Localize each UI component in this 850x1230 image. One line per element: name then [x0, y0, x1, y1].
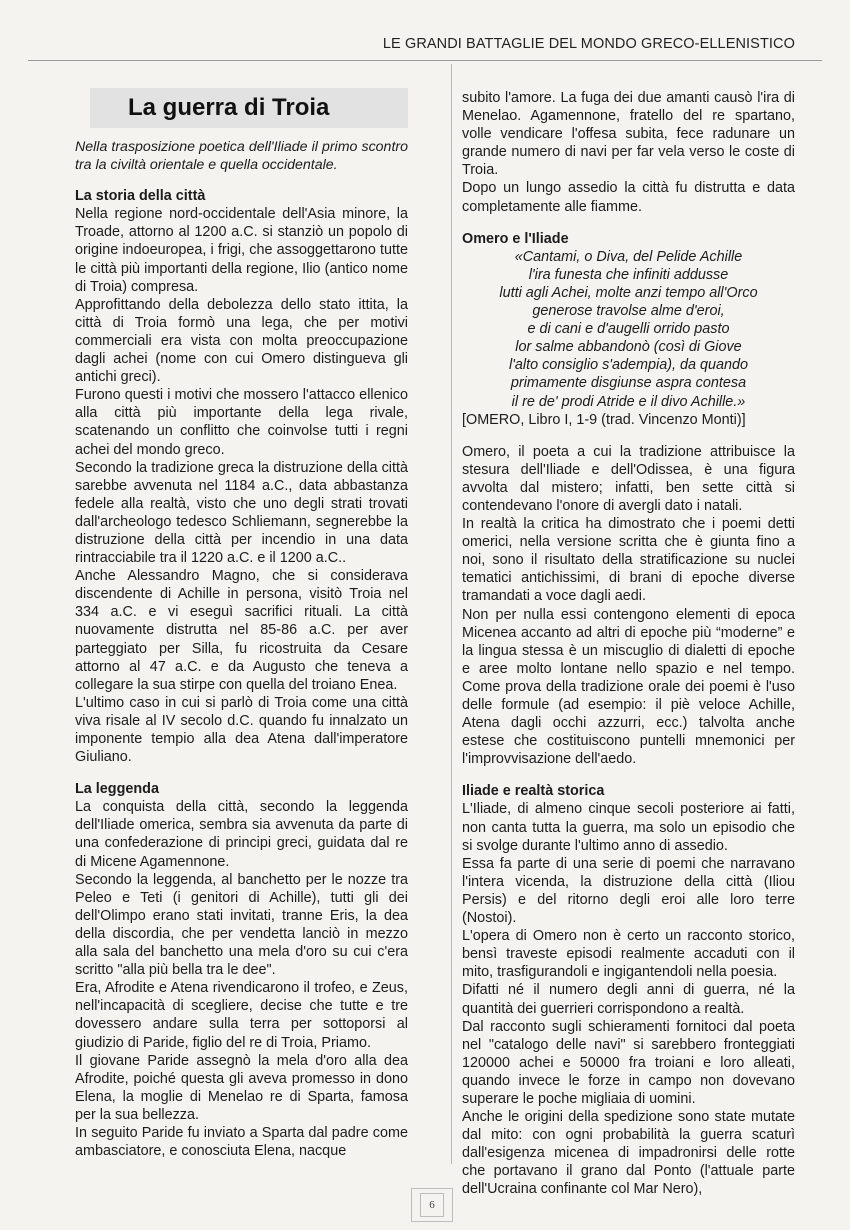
- running-title: LE GRANDI BATTAGLIE DEL MONDO GRECO-ELLENISTICO: [382, 36, 795, 52]
- spacer: [462, 429, 795, 443]
- paragraph: In realtà la critica ha dimostrato che i poemi detti omerici, nella versione scritta che è giunta fino a noi, sono il risultato della stratificazione su nuclei tematici antichissimi, di brani di epoche diverse tramandati a voce dagli aedi.: [462, 516, 795, 605]
- article-subtitle: Nella trasposizione poetica dell'Iliade il primo scontro tra la civiltà orientale e quella occidentale.: [75, 139, 408, 174]
- section-heading-leggenda: La leggenda: [75, 781, 159, 798]
- poem-line: lor salme abbandonò (così di Giove: [515, 339, 742, 356]
- paragraph: Essa fa parte di una serie di poemi che narravano l'intera vicenda, la distruzione della città (Iliou Persis) e del ritorno degli eroi alle loro terre (Nostoi).: [462, 855, 795, 927]
- paragraph: L'Iliade, di almeno cinque secoli posteriore ai fatti, non canta tutta la guerra, ma solo un episodio che si svolge durante l'ultimo anno di assedio.: [462, 801, 795, 854]
- paragraph: Il giovane Paride assegnò la mela d'oro alla dea Afrodite, poiché questa gli aveva promesso in dono Elena, la moglie di Menelao re di Sparta, famosa per la sua bellezza.: [75, 1052, 408, 1123]
- poem-line: «Cantami, o Diva, del Pelide Achille: [514, 248, 743, 265]
- paragraph: Secondo la tradizione greca la distruzione della città sarebbe avvenuta nel 1184 a.C., data abbastanza fedele alla realtà, visto che uno degli strati trovati dall'archeologo tedesco Schliemann, segnerebbe la distruzione della città per incendio in una data rintracciabile tra il 1220 a.C. e il 1200 a.C..: [75, 459, 408, 567]
- paragraph: Dal racconto sugli schieramenti fornitoci dal poeta nel "catalogo delle navi" si sarebbero fronteggiati 120000 achei e 50000 fra troiani e loro alleati, quando invece le forze in campo non dovevano superare le poche migliaia di uomini.: [462, 1018, 795, 1107]
- column-divider: [451, 64, 452, 1164]
- page-number: 6: [420, 1193, 444, 1217]
- paragraph: Anche Alessandro Magno, che si considerava discendente di Achille in persona, visitò Troia nel 334 a.C. e vi eseguì sacrifici rituali. La città nuovamente distrutta nel 85-86 a.C. per aver parteggiato per Silla, fu ricostruita da Cesare attorno al 47 a.C. e da Augusto che teneva a collegare la sua stirpe con quella del troiano Enea.: [75, 568, 408, 693]
- paragraph: subito l'amore. La fuga dei due amanti causò l'ira di Menelao. Agamennone, fratello del re spartano, volle vendicare l'offesa subita, fece radunare un grande numero di navi per far vela verso le coste di Troia.: [462, 90, 795, 179]
- header-rule: [28, 60, 822, 61]
- poem-line: il re de' prodi Atride e il divo Achille.»: [511, 393, 746, 410]
- section-heading-omero: Omero e l'Iliade: [462, 230, 569, 247]
- poem-line: l'alto consiglio s'adempia), da quando: [508, 357, 749, 374]
- paragraph: Furono questi i motivi che mossero l'attacco ellenico alla città più importante della lega rivale, scatenando un conflitto che coinvolse tutti i regni achei del mondo greco.: [75, 387, 408, 458]
- paragraph: Nella regione nord-occidentale dell'Asia minore, la Troade, attorno al 1200 a.C. si stanziò un popolo di origine indoeuropea, i frigi, che assoggettarono tutte le città più importanti della regione, Ilio (antico nome di Troia) compresa.: [75, 206, 408, 295]
- paragraph: In seguito Paride fu inviato a Sparta dal padre come ambasciatore, e conosciuta Elena, nacque: [75, 1124, 408, 1160]
- paragraph: Approfittando della debolezza dello stato ittita, la città di Troia formò una lega, che per motivi commerciali era vista con molta preoccupazione dagli achei (nome con cui Omero distingueva gli antichi greci).: [75, 296, 408, 386]
- page-number-frame: [411, 1188, 453, 1222]
- article-title: La guerra di Troia: [128, 93, 330, 121]
- paragraph: Anche le origini della spedizione sono state mutate dal mito: con ogni probabilità la guerra scaturì dall'esigenza micenea di impadronirsi delle rotte che portavano il grano dal Ponto (l'attuale parte dell'Ucraina confinante col Mar Nero),: [462, 1109, 795, 1198]
- poem-citation: [OMERO, Libro I, 1-9 (trad. Vincenzo Monti)]: [462, 411, 746, 428]
- right-column: [462, 89, 795, 1199]
- title-banner: [90, 88, 408, 128]
- poem-line: primamente disgiunse aspra contesa: [510, 375, 747, 392]
- paragraph: La conquista della città, secondo la leggenda dell'Iliade omerica, sembra sia avvenuta da parte di una confederazione di principi greci, guidata dal re di Micene Agamennone.: [75, 799, 408, 870]
- paragraph: L'opera di Omero non è certo un racconto storico, bensì traveste episodi realmente accaduti con il mito, trasfigurandoli e ingigantendoli nella poesia.: [462, 928, 795, 981]
- poem-line: lutti agli Achei, molte anzi tempo all'Orco: [499, 284, 758, 301]
- paragraph: L'ultimo caso in cui si parlò di Troia come una città viva risale al IV secolo d.C. quando fu innalzato un imponente tempio alla dea Atena dall'imperatore Giuliano.: [75, 694, 408, 766]
- poem-line: e di cani e d'augelli orrido pasto: [527, 321, 730, 338]
- paragraph: Difatti né il numero degli anni di guerra, né la quantità dei guerrieri corrispondono a realtà.: [462, 982, 795, 1017]
- paragraph: Omero, il poeta a cui la tradizione attribuisce la stesura dell'Iliade e dell'Odissea, è una figura avvolta dal mistero; infatti, ben sette città si contendevano l'onore di avergli dato i natali.: [462, 443, 795, 514]
- section-heading-storia: La storia della città: [75, 188, 206, 205]
- poem-line: l'ira funesta che infiniti addusse: [528, 266, 729, 283]
- paragraph: Non per nulla essi contengono elementi di epoca Micenea accanto ad altri di epoche più “moderne” e la lingua stessa è un miscuglio di dialetti di epoche e aree molto lontane nello spazio e nel tempo. Come prova della tradizione orale dei poemi è l'uso delle formule (ad esempio: il piè veloce Achille, Atena dagli occhi azzurri, ecc.) talvolta anche estese che costituiscono puntelli mnemonici per l'improvvisazione dell'aedo.: [462, 606, 795, 768]
- left-column: [75, 88, 408, 1160]
- poem-line: generose travolse alme d'eroi,: [532, 303, 725, 320]
- iliad-poem: [462, 248, 795, 411]
- paragraph: Era, Afrodite e Atena rivendicarono il trofeo, e Zeus, nell'incapacità di scegliere, decise che tutte e tre dovessero andare sulla terra per sottoporsi al giudizio di Paride, figlio del re di Troia, Priamo.: [75, 980, 408, 1051]
- section-heading-realta: Iliade e realtà storica: [462, 783, 605, 800]
- paragraph: Dopo un lungo assedio la città fu distrutta e data completamente alle fiamme.: [462, 180, 795, 215]
- paragraph: Secondo la leggenda, al banchetto per le nozze tra Peleo e Teti (i genitori di Achille), tutti gli dei dell'Olimpo erano stati invitati, tranne Eris, la dea della discordia, che per vendetta lanciò in mezzo alla sala del banchetto una mela d'oro su cui c'era scritto "alla più bella tra le dee".: [75, 871, 408, 979]
